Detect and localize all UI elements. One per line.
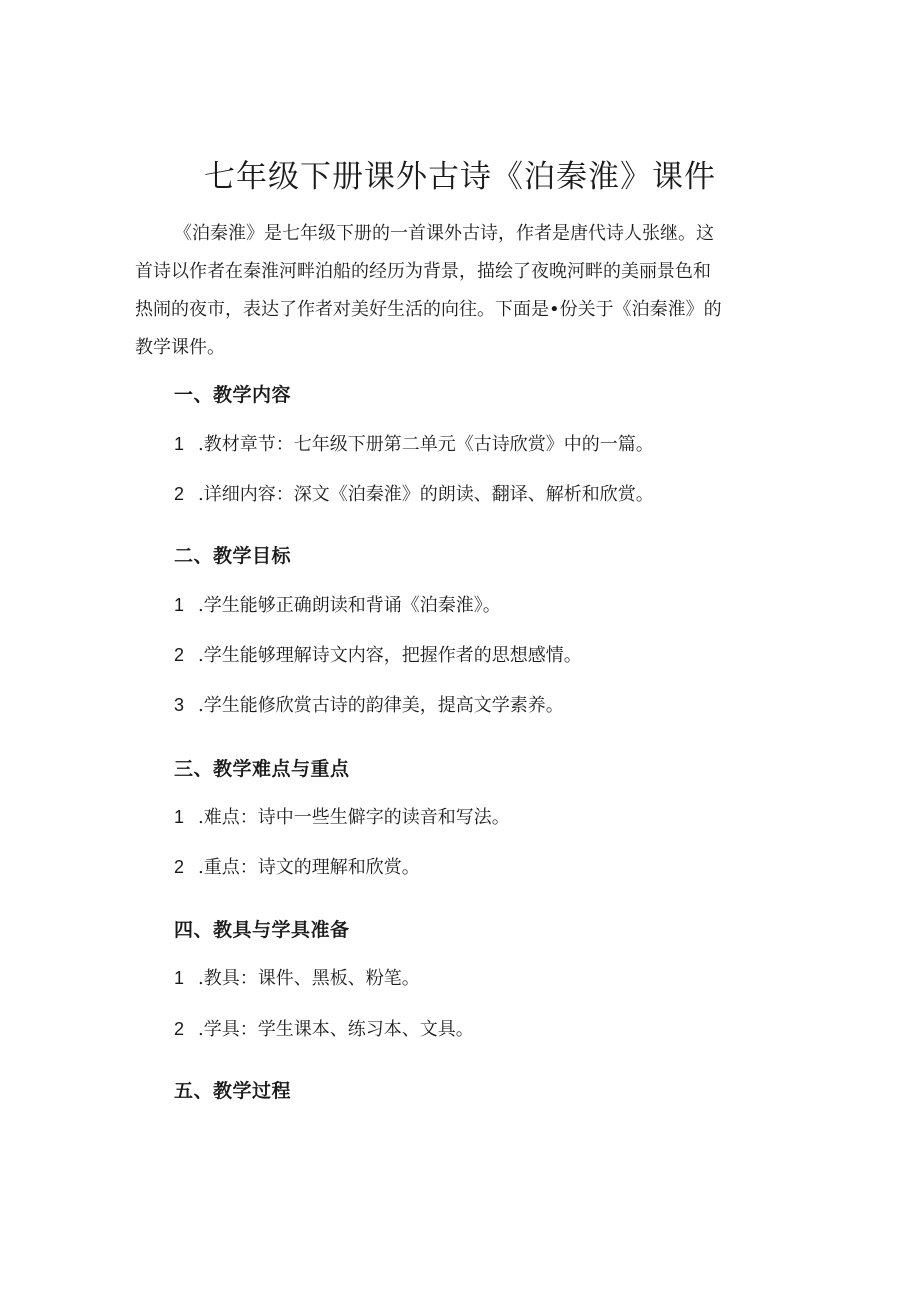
item-text: .学生能够理解诗文内容，把握作者的思想感情。 (198, 645, 582, 666)
list-item (174, 430, 654, 459)
section-heading-content: 一、教学内容 (174, 384, 292, 406)
list-item (174, 964, 420, 993)
item-text: .教材章节：七年级下册第二单元《古诗欣赏》中的一篇。 (198, 434, 654, 455)
list-item (174, 1015, 474, 1044)
item-number: 2 (174, 1019, 185, 1039)
item-text: .详细内容：深文《泊秦淮》的朗读、翻译、解析和欣赏。 (198, 484, 654, 505)
item-text: .重点：诗文的理解和欣赏。 (198, 857, 420, 878)
item-number: 1 (174, 595, 185, 615)
intro-line: 热闹的夜市，表达了作者对美好生活的向往。下面是•份关于《泊秦淮》的 (135, 299, 722, 320)
section-heading-materials: 四、教具与学具准备 (174, 919, 350, 941)
intro-line: 教学课件。 (135, 337, 225, 358)
item-number: 2 (174, 645, 185, 665)
list-item (174, 591, 501, 620)
item-number: 1 (174, 807, 185, 827)
section-heading-process: 五、教学过程 (174, 1080, 292, 1102)
intro-line: 《泊秦淮》是七年级下册的一首课外古诗，作者是唐代诗人张继。这 (174, 223, 714, 244)
section-heading-objectives: 二、教学目标 (174, 545, 292, 567)
item-number: 1 (174, 434, 185, 454)
list-item (174, 480, 654, 509)
intro-line: 首诗以作者在秦淮河畔泊船的经历为背景，描绘了夜晚河畔的美丽景色和 (135, 261, 711, 282)
list-item (174, 641, 582, 670)
item-text: .学具：学生课本、练习本、文具。 (198, 1019, 474, 1040)
list-item (174, 691, 564, 720)
list-item (174, 803, 510, 832)
item-number: 2 (174, 857, 185, 877)
intro-paragraph (135, 215, 794, 367)
item-number: 1 (174, 968, 185, 988)
item-text: .学生能够正确朗读和背诵《泊秦淮》。 (198, 595, 501, 616)
item-text: .学生能修欣赏古诗的韵律美，提高文学素养。 (198, 695, 564, 716)
document-title: 七年级下册课外古诗《泊秦淮》课件 (204, 159, 716, 195)
item-text: .难点：诗中一些生僻字的读音和写法。 (198, 807, 510, 828)
item-text: .教具：课件、黑板、粉笔。 (198, 968, 420, 989)
list-item (174, 853, 420, 882)
item-number: 2 (174, 484, 185, 504)
item-number: 3 (174, 695, 185, 715)
section-heading-key-points: 三、教学难点与重点 (174, 758, 350, 780)
